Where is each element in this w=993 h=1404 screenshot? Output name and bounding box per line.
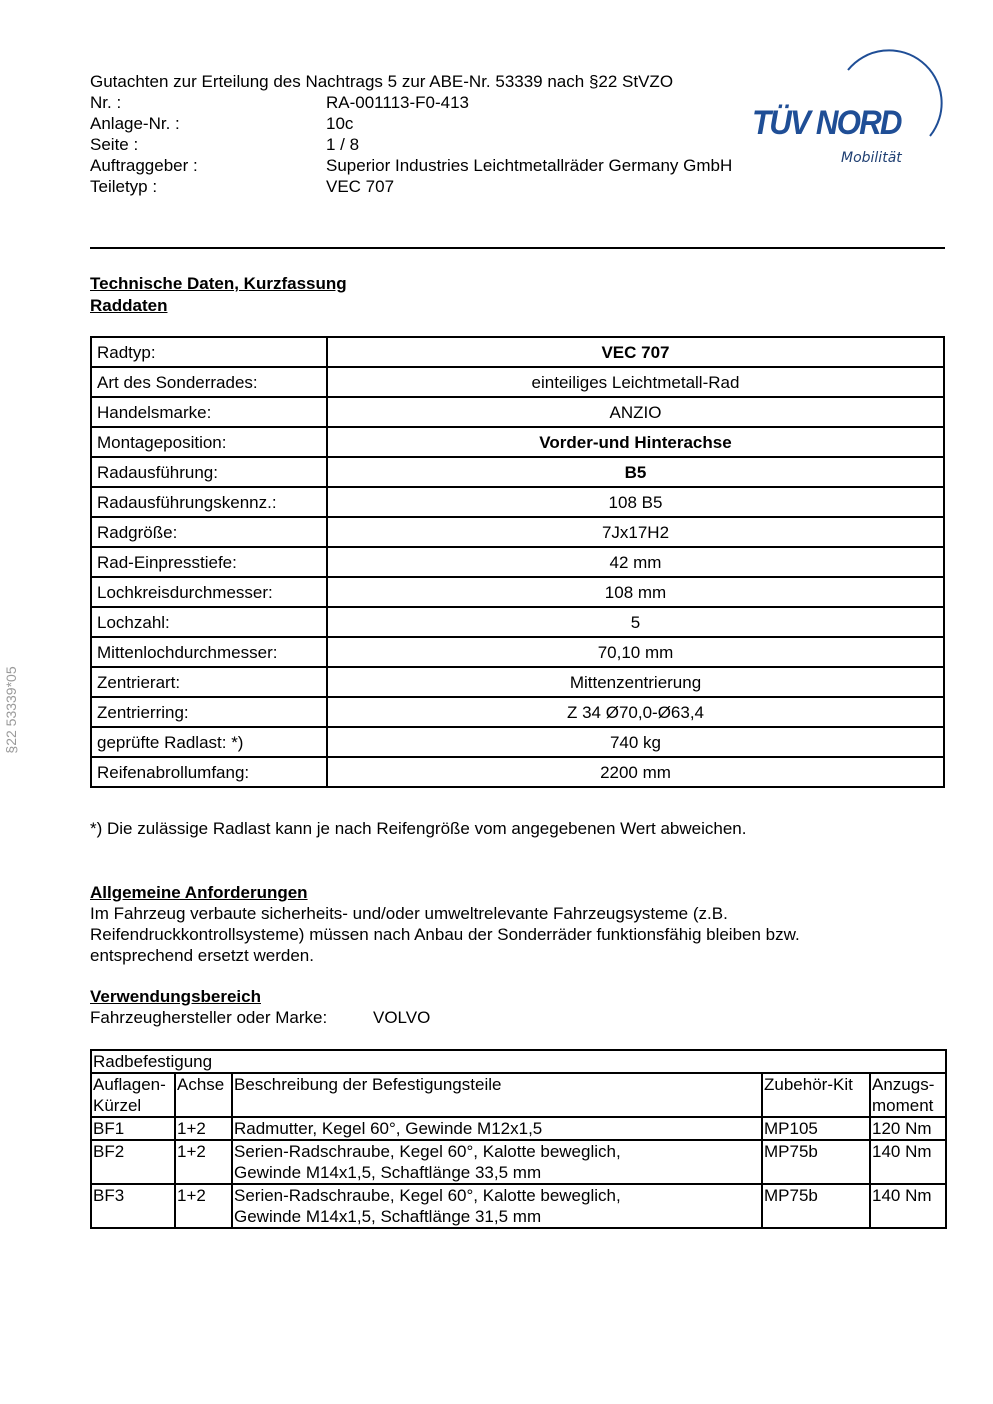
table-cell: Serien-Radschraube, Kegel 60°, Kalotte beweglich, Gewinde M14x1,5, Schaftlänge 33,5 mm [232, 1140, 762, 1184]
table-row [91, 1117, 946, 1140]
header-value: VEC 707 [326, 177, 395, 196]
section-subtitle-raddaten: Raddaten [90, 296, 168, 315]
table-cell: MP75b [762, 1184, 870, 1228]
table-cell: BF3 [91, 1184, 175, 1228]
table-row [91, 487, 944, 517]
verwendung-label: Fahrzeughersteller oder Marke: [90, 1008, 328, 1027]
raddaten-label: Reifenabrollumfang: [91, 757, 327, 787]
section-title-anforderungen: Allgemeine Anforderungen [90, 883, 308, 902]
table-row [91, 547, 944, 577]
tuv-nord-logo [748, 48, 948, 178]
raddaten-value: Vorder-und Hinterachse [327, 427, 944, 457]
text-line: Reifendruckkontrollsysteme) müssen nach Anbau der Sonderräder funktionsfähig bleiben bzw. [90, 925, 800, 944]
raddaten-value: ANZIO [327, 397, 944, 427]
raddaten-label: Radausführungskennz.: [91, 487, 327, 517]
raddaten-value: 7Jx17H2 [327, 517, 944, 547]
raddaten-table [90, 336, 945, 788]
header-value: 1 / 8 [326, 135, 360, 154]
header-row-auftraggeber [90, 155, 740, 176]
column-header: Zubehör-Kit [762, 1073, 870, 1117]
table-row [91, 637, 944, 667]
table-row [91, 397, 944, 427]
header-label: Anlage-Nr. : [90, 114, 180, 133]
header-divider [90, 247, 945, 249]
logo-subtitle: Mobilität [841, 150, 902, 166]
header-label: Auftraggeber : [90, 156, 198, 175]
table-cell: BF1 [91, 1117, 175, 1140]
table-cell: 1+2 [175, 1184, 232, 1228]
table-cell: MP75b [762, 1140, 870, 1184]
raddaten-value: 740 kg [327, 727, 944, 757]
raddaten-value: 108 B5 [327, 487, 944, 517]
raddaten-value: 2200 mm [327, 757, 944, 787]
raddaten-value: 42 mm [327, 547, 944, 577]
raddaten-value: 108 mm [327, 577, 944, 607]
raddaten-label: geprüfte Radlast: *) [91, 727, 327, 757]
column-header: Beschreibung der Befestigungsteile [232, 1073, 762, 1117]
column-header: Achse [175, 1073, 232, 1117]
side-note: §22 53339*05 [2, 666, 19, 754]
table-row [91, 457, 944, 487]
table-cell: BF2 [91, 1140, 175, 1184]
table-row [91, 727, 944, 757]
table-row [91, 697, 944, 727]
raddaten-label: Handelsmarke: [91, 397, 327, 427]
table-row [91, 1184, 946, 1228]
raddaten-label: Zentrierring: [91, 697, 327, 727]
raddaten-value: VEC 707 [327, 337, 944, 367]
section-title-verwendungsbereich: Verwendungsbereich [90, 987, 261, 1006]
header-label: Seite : [90, 135, 139, 154]
raddaten-label: Mittenlochdurchmesser: [91, 637, 327, 667]
table-header-row [91, 1073, 946, 1117]
anforderungen-text [90, 903, 800, 966]
raddaten-value: Z 34 Ø70,0-Ø63,4 [327, 697, 944, 727]
table-row [91, 757, 944, 787]
column-header: Auflagen- Kürzel [91, 1073, 175, 1117]
raddaten-value: B5 [327, 457, 944, 487]
raddaten-label: Radgröße: [91, 517, 327, 547]
raddaten-value: 70,10 mm [327, 637, 944, 667]
table-row [91, 517, 944, 547]
raddaten-value: Mittenzentrierung [327, 667, 944, 697]
raddaten-label: Zentrierart: [91, 667, 327, 697]
radbefestigung-table [90, 1049, 947, 1229]
table-row [91, 367, 944, 397]
verwendung-value: VOLVO [373, 1008, 431, 1027]
table-row [91, 607, 944, 637]
table-cell: Serien-Radschraube, Kegel 60°, Kalotte beweglich, Gewinde M14x1,5, Schaftlänge 31,5 mm [232, 1184, 762, 1228]
header-row-nr [90, 92, 740, 113]
header-label: Nr. : [90, 93, 122, 112]
raddaten-label: Montageposition: [91, 427, 327, 457]
raddaten-value: einteiliges Leichtmetall-Rad [327, 367, 944, 397]
header-value: Superior Industries Leichtmetallräder Germany GmbH [326, 156, 733, 175]
table-row [91, 337, 944, 367]
header-value: 10c [326, 114, 354, 133]
table-caption-row [91, 1050, 946, 1073]
raddaten-label: Rad-Einpresstiefe: [91, 547, 327, 577]
table-cell: 140 Nm [870, 1140, 946, 1184]
raddaten-label: Radtyp: [91, 337, 327, 367]
table-row [91, 427, 944, 457]
section-title-technische-daten: Technische Daten, Kurzfassung [90, 274, 347, 293]
document-title: Gutachten zur Erteilung des Nachtrags 5 zur ABE-Nr. 53339 nach §22 StVZO [90, 72, 674, 91]
table-row [91, 1140, 946, 1184]
header-row-teiletyp [90, 176, 740, 197]
table-row [91, 667, 944, 697]
table-cell: Radmutter, Kegel 60°, Gewinde M12x1,5 [232, 1117, 762, 1140]
table-cell: 120 Nm [870, 1117, 946, 1140]
header-row-seite [90, 134, 740, 155]
document-header [90, 71, 740, 197]
table-row [91, 577, 944, 607]
table-caption: Radbefestigung [91, 1050, 946, 1073]
table-cell: MP105 [762, 1117, 870, 1140]
table-cell: 140 Nm [870, 1184, 946, 1228]
logo-wordmark: TÜV NORD [752, 104, 901, 142]
header-label: Teiletyp : [90, 177, 158, 196]
raddaten-value: 5 [327, 607, 944, 637]
raddaten-label: Lochzahl: [91, 607, 327, 637]
radlast-footnote: *) Die zulässige Radlast kann je nach Reifengröße vom angegebenen Wert abweichen. [90, 819, 747, 838]
verwendung-row [90, 1007, 430, 1028]
header-row-anlage [90, 113, 740, 134]
raddaten-label: Lochkreisdurchmesser: [91, 577, 327, 607]
text-line: entsprechend ersetzt werden. [90, 946, 314, 965]
text-line: Im Fahrzeug verbaute sicherheits- und/oder umweltrelevante Fahrzeugsysteme (z.B. [90, 904, 728, 923]
header-value: RA-001113-F0-413 [326, 93, 470, 112]
table-cell: 1+2 [175, 1117, 232, 1140]
table-cell: 1+2 [175, 1140, 232, 1184]
raddaten-label: Radausführung: [91, 457, 327, 487]
raddaten-label: Art des Sonderrades: [91, 367, 327, 397]
column-header: Anzugs- moment [870, 1073, 946, 1117]
